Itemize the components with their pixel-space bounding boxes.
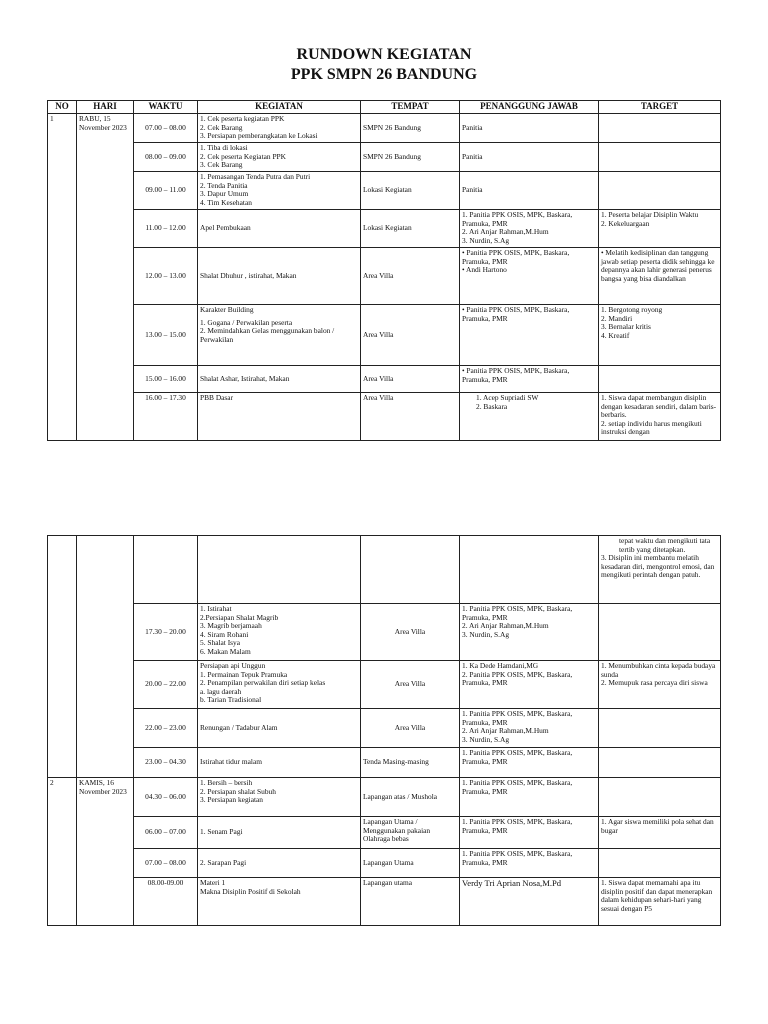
pic-line: 2. Baskara: [476, 401, 508, 411]
activity-line: 2.Persiapan Shalat Magrib: [200, 612, 279, 622]
table-row: [48, 849, 721, 878]
activity-cell: 2. Sarapan Pagi: [198, 849, 361, 878]
activity-line: a. lagu daerah: [200, 686, 242, 696]
pic-cell: Panitia: [460, 143, 599, 172]
time-cell: 07.00 – 08.00: [134, 849, 198, 878]
activity-line: 1. Istirahat: [200, 604, 232, 613]
activity-line: 2. Memindahkan Gelas menggunakan balon / Perwakilan: [200, 326, 335, 344]
pic-line: 2. Ari Anjar Rahman,M.Hum: [462, 621, 549, 631]
time-cell: 13.00 – 15.00: [134, 305, 198, 366]
time-cell: 08.00-09.00: [134, 878, 198, 926]
activity-heading: Karakter Building: [200, 305, 254, 314]
header-row: [48, 101, 721, 114]
activity-line: 1. Gogana / Perwakilan peserta: [200, 317, 293, 327]
pic-cell: Panitia: [460, 114, 599, 143]
pic-cell: [460, 536, 599, 604]
target-cell: [599, 604, 721, 661]
activity-line: 5. Shalat Isya: [200, 638, 241, 648]
table-row: [48, 114, 721, 143]
pic-cell: [460, 709, 599, 748]
pic-line: • Panitia PPK OSIS, MPK, Baskara, Pramuka, PMR: [462, 305, 570, 323]
table-row: [48, 817, 721, 849]
schedule-table-page-2: [47, 535, 721, 926]
table-row: [48, 248, 721, 305]
place-cell: Area Villa: [361, 393, 460, 441]
pic-line: 3. Nurdin, S.Ag: [462, 734, 510, 744]
pic-line: 2. Panitia PPK OSIS, MPK, Baskara, Pramuka, PMR: [462, 669, 573, 688]
table-row: [48, 305, 721, 366]
place-cell: Lapangan Utama / Menggunakan pakaian Olahraga bebas: [361, 817, 460, 849]
activity-line: 2. Cek peserta Kegiatan PPK: [200, 151, 286, 161]
target-cell: [599, 849, 721, 878]
place-cell: Lokasi Kegiatan: [361, 172, 460, 210]
activity-cell: Shalat Dhuhur , istirahat, Makan: [198, 248, 361, 305]
target-line: 2. Mandiri: [601, 313, 633, 323]
table-row: [48, 778, 721, 817]
time-cell: 12.00 – 13.00: [134, 248, 198, 305]
pic-line: • Andi Hartono: [462, 265, 507, 275]
activity-cell: [198, 172, 361, 210]
time-cell: 17.30 – 20.00: [134, 604, 198, 661]
activity-line: 3. Persiapan kegiatan: [200, 795, 264, 805]
activity-line: 2. Persiapan shalat Subuh: [200, 786, 276, 796]
time-cell: 09.00 – 11.00: [134, 172, 198, 210]
activity-line: 2. Penampilan perwakilan diri setiap kelas: [200, 678, 326, 688]
activity-line: 2. Tenda Panitia: [200, 180, 248, 190]
pic-cell: [460, 248, 599, 305]
pic-cell: [460, 210, 599, 248]
activity-cell: 1. Senam Pagi: [198, 817, 361, 849]
time-cell: 04.30 – 06.00: [134, 778, 198, 817]
place-cell: Tenda Masing-masing: [361, 748, 460, 778]
target-cell: [599, 305, 721, 366]
day-number: 2: [48, 778, 77, 926]
pic-line: 1. Panitia PPK OSIS, MPK, Baskara, Pramuka, PMR: [462, 817, 573, 835]
pic-cell: Panitia: [460, 172, 599, 210]
target-cell: [599, 748, 721, 778]
place-cell: Lokasi Kegiatan: [361, 210, 460, 248]
pic-cell: Verdy Tri Aprian Nosa,M.Pd: [460, 878, 599, 926]
target-line: • Melatih kedisiplinan dan tanggung jawab setiap peserta didik sehingga ke depannya akan lahir generasi penerus bangsa yang bisa diandalkan: [601, 248, 715, 283]
target-line: 1. Siswa dapat membangun disiplin dengan kesadaran sendiri, dalam baris-berbaris.: [601, 393, 717, 420]
target-cell: [599, 878, 721, 926]
time-cell: [134, 536, 198, 604]
target-cell: [599, 817, 721, 849]
activity-cell: Shalat Ashar, Istirahat, Makan: [198, 366, 361, 393]
table-row: [48, 878, 721, 926]
pic-line: 1. Ka Dede Hamdani,MG: [462, 661, 539, 670]
table-row: [48, 366, 721, 393]
target-cell: [599, 248, 721, 305]
document-subtitle: PPK SMPN 26 BANDUNG: [290, 66, 478, 83]
pic-line: 2. Ari Anjar Rahman,M.Hum: [462, 726, 549, 736]
pic-line: • Panitia PPK OSIS, MPK, Baskara, Pramuka, PMR: [462, 366, 570, 384]
pic-line: 1. Panitia PPK OSIS, MPK, Baskara, Pramuka, PMR: [462, 709, 573, 727]
pic-line: 1. Panitia PPK OSIS, MPK, Baskara, Pramuka, PMR: [462, 604, 573, 622]
activity-line: 6. Makan Malam: [200, 646, 251, 656]
target-cell: [599, 143, 721, 172]
activity-line: b. Tarian Tradisional: [200, 695, 262, 705]
target-cell: [599, 393, 721, 441]
activity-line: 4. Tim Kesehatan: [200, 197, 252, 207]
place-cell: Area Villa: [361, 248, 460, 305]
time-cell: 16.00 – 17.30: [134, 393, 198, 441]
time-cell: 08.00 – 09.00: [134, 143, 198, 172]
time-cell: 15.00 – 16.00: [134, 366, 198, 393]
pic-cell: [460, 661, 599, 709]
pic-line: 3. Nurdin, S.Ag: [462, 235, 510, 245]
place-cell: Lapangan utama: [361, 878, 460, 926]
target-line: 1. Bergotong royong: [601, 305, 663, 314]
pic-cell: [460, 817, 599, 849]
target-line: 1. Menumbuhkan cinta kepada budaya sunda: [601, 661, 716, 679]
day-date: RABU, 15 November 2023: [77, 114, 134, 441]
target-cell: [599, 114, 721, 143]
table-row: [48, 709, 721, 748]
activity-cell: [198, 143, 361, 172]
activity-line: 1. Bersih – bersih: [200, 778, 253, 787]
schedule-table-page-1: [47, 100, 721, 441]
header-kegiatan: KEGIATAN: [198, 101, 361, 114]
place-cell: SMPN 26 Bandung: [361, 143, 460, 172]
activity-cell: [198, 878, 361, 926]
day-number: 1: [48, 114, 77, 441]
activity-line: Makna Disiplin Positif di Sekolah: [200, 886, 301, 896]
table-row: [48, 172, 721, 210]
time-cell: 06.00 – 07.00: [134, 817, 198, 849]
pic-cell: [460, 393, 599, 441]
target-line: 3. Bernalar kritis: [601, 322, 651, 332]
pic-cell: [460, 778, 599, 817]
target-line: 3. Disiplin ini membantu melatih kesadaran diri, mengontrol emosi, dan mengikuti perintah dengan patuh.: [601, 553, 715, 580]
place-cell: Lapangan Utama: [361, 849, 460, 878]
pic-line: 1. Panitia PPK OSIS, MPK, Baskara, Pramuka, PMR: [462, 210, 573, 228]
table-row: [48, 748, 721, 778]
pic-cell: [460, 366, 599, 393]
place-cell: Area Villa: [361, 709, 460, 748]
activity-cell: [198, 114, 361, 143]
place-cell: [361, 536, 460, 604]
target-line: 2. setiap individu harus mengikuti instruksi dengan: [601, 418, 702, 437]
pic-line: 2. Ari Anjar Rahman,M.Hum: [462, 227, 549, 237]
activity-cell: Istirahat tidur malam: [198, 748, 361, 778]
pic-line: • Panitia PPK OSIS, MPK, Baskara, Pramuka, PMR: [462, 248, 570, 266]
pic-line: 1. Panitia PPK OSIS, MPK, Baskara, Pramuka, PMR: [462, 849, 573, 867]
table-row: [48, 143, 721, 172]
activity-cell: PBB Dasar: [198, 393, 361, 441]
time-cell: 22.00 – 23.00: [134, 709, 198, 748]
target-cell: [599, 172, 721, 210]
activity-line: 3. Dapur Umum: [200, 189, 249, 199]
target-line: 2. Memupuk rasa percaya diri siswa: [601, 678, 708, 688]
target-line: 1. Peserta belajar Disiplin Waktu: [601, 210, 699, 219]
pic-line: 1. Panitia PPK OSIS, MPK, Baskara, Pramuka, PMR: [462, 748, 573, 766]
activity-cell: [198, 661, 361, 709]
target-cell: [599, 536, 721, 604]
time-cell: 07.00 – 08.00: [134, 114, 198, 143]
place-cell: Area Villa: [361, 366, 460, 393]
pic-line: 1. Panitia PPK OSIS, MPK, Baskara, Pramuka, PMR: [462, 778, 573, 796]
activity-cell: Renungan / Tadabur Alam: [198, 709, 361, 748]
activity-line: 1. Permainan Tepuk Pramuka: [200, 669, 288, 679]
place-cell: SMPN 26 Bandung: [361, 114, 460, 143]
target-cell: [599, 709, 721, 748]
place-cell: Area Villa: [361, 305, 460, 366]
activity-cell: [198, 778, 361, 817]
day-date: KAMIS, 16 November 2023: [77, 778, 134, 926]
target-cell: [599, 661, 721, 709]
pic-cell: [460, 748, 599, 778]
activity-cell: [198, 536, 361, 604]
pic-cell: [460, 604, 599, 661]
table-row: [48, 393, 721, 441]
pic-line: 3. Nurdin, S.Ag: [462, 629, 510, 639]
place-cell: Area Villa: [361, 604, 460, 661]
activity-cell: [198, 305, 361, 366]
target-cell: [599, 778, 721, 817]
header-no: NO: [48, 101, 77, 114]
pic-cell: [460, 849, 599, 878]
header-penanggung-jawab: PENANGGUNG JAWAB: [460, 101, 599, 114]
table-row: [48, 604, 721, 661]
target-line: tepat waktu dan mengikuti tata tertib yang ditetapkan.: [619, 536, 711, 554]
header-hari: HARI: [77, 101, 134, 114]
pic-cell: [460, 305, 599, 366]
document-title: RUNDOWN KEGIATAN: [296, 46, 472, 63]
time-cell: 20.00 – 22.00: [134, 661, 198, 709]
target-cell: [599, 210, 721, 248]
day-date: [77, 536, 134, 778]
activity-line: 1. Tiba di lokasi: [200, 143, 248, 152]
activity-line: 4. Siram Rohani: [200, 629, 249, 639]
header-waktu: WAKTU: [134, 101, 198, 114]
target-line: 1. Siswa dapat memamahi apa itu disiplin positif dan dapat menerapkan dalam kehidupan sehari-hari yang sesuai dengan P5: [601, 878, 713, 913]
target-line: 1. Agar siswa memiliki pola sehat dan bugar: [601, 817, 714, 835]
day-number: [48, 536, 77, 778]
activity-cell: Apel Pembukaan: [198, 210, 361, 248]
table-row: [48, 661, 721, 709]
pic-line: 1. Acep Supriadi SW: [476, 393, 539, 402]
activity-line: 2. Cek Barang: [200, 122, 243, 132]
activity-line: Materi 1: [200, 878, 226, 887]
target-line: 4. Kreatif: [601, 330, 630, 340]
time-cell: 11.00 – 12.00: [134, 210, 198, 248]
target-cell: [599, 366, 721, 393]
activity-line: 1. Pemasangan Tenda Putra dan Putri: [200, 172, 311, 181]
place-cell: Area Villa: [361, 661, 460, 709]
header-target: TARGET: [599, 101, 721, 114]
activity-line: 3. Cek Barang: [200, 160, 243, 170]
activity-line: 1. Cek peserta kegiatan PPK: [200, 114, 285, 123]
place-cell: Lapangan atas / Mushola: [361, 778, 460, 817]
activity-line: 3. Persiapan pemberangkatan ke Lokasi: [200, 131, 318, 141]
activity-cell: [198, 604, 361, 661]
table-row: [48, 536, 721, 604]
activity-line: 3. Magrib berjamaah: [200, 621, 262, 631]
header-tempat: TEMPAT: [361, 101, 460, 114]
activity-line: Persiapan api Unggun: [200, 661, 266, 670]
table-row: [48, 210, 721, 248]
time-cell: 23.00 – 04.30: [134, 748, 198, 778]
target-line: 2. Kekeluargaan: [601, 218, 650, 228]
